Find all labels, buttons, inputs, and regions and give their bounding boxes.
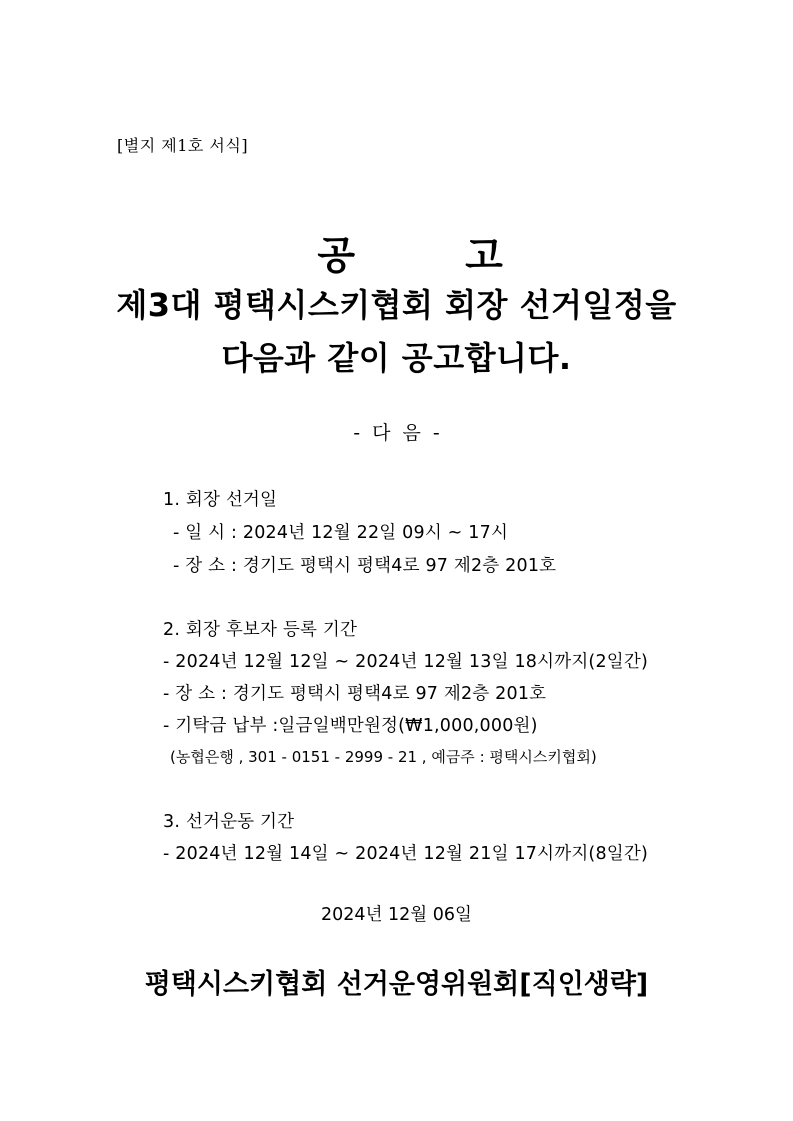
section-2-line: - 기탁금 납부 :일금일백만원정(₩1,000,000원) bbox=[163, 716, 538, 736]
section-2-heading: 2. 회장 후보자 등록 기간 bbox=[163, 620, 358, 640]
section-2-line: - 장 소 : 경기도 평택시 평택4로 97 제2층 201호 bbox=[163, 684, 547, 704]
section-1-heading: 1. 회장 선거일 bbox=[163, 490, 278, 510]
notice-date: 2024년 12월 06일 bbox=[321, 905, 472, 925]
notice-title bbox=[0, 180, 793, 281]
section-3-heading: 3. 선거운동 기간 bbox=[163, 812, 295, 832]
section-3-line: - 2024년 12월 14일 ~ 2024년 12월 21일 17시까지(8일간) bbox=[163, 844, 649, 864]
section-1-line: - 일 시 : 2024년 12월 22일 09시 ~ 17시 bbox=[173, 523, 509, 543]
section-divider-label: - 다 음 - bbox=[353, 422, 440, 444]
bank-account-note: (농협은행 , 301 - 0151 - 2999 - 21 , 예금주 : 평택시스키협회) bbox=[170, 748, 597, 766]
form-label: [별지 제1호 서식] bbox=[117, 136, 249, 155]
notice-title-right: 고 bbox=[465, 234, 503, 279]
notice-title-left: 공 bbox=[317, 234, 356, 279]
section-2-line: - 2024년 12월 12일 ~ 2024년 12월 13일 18시까지(2일간) bbox=[163, 652, 649, 672]
section-1-line: - 장 소 : 경기도 평택시 평택4로 97 제2층 201호 bbox=[173, 556, 557, 576]
headline-line-2: 다음과 같이 공고합니다. bbox=[221, 339, 572, 377]
headline-line-1: 제3대 평택시스키협회 회장 선거일정을 bbox=[116, 286, 677, 324]
issuer-signature: 평택시스키협회 선거운영위원회[직인생략] bbox=[144, 969, 649, 1000]
